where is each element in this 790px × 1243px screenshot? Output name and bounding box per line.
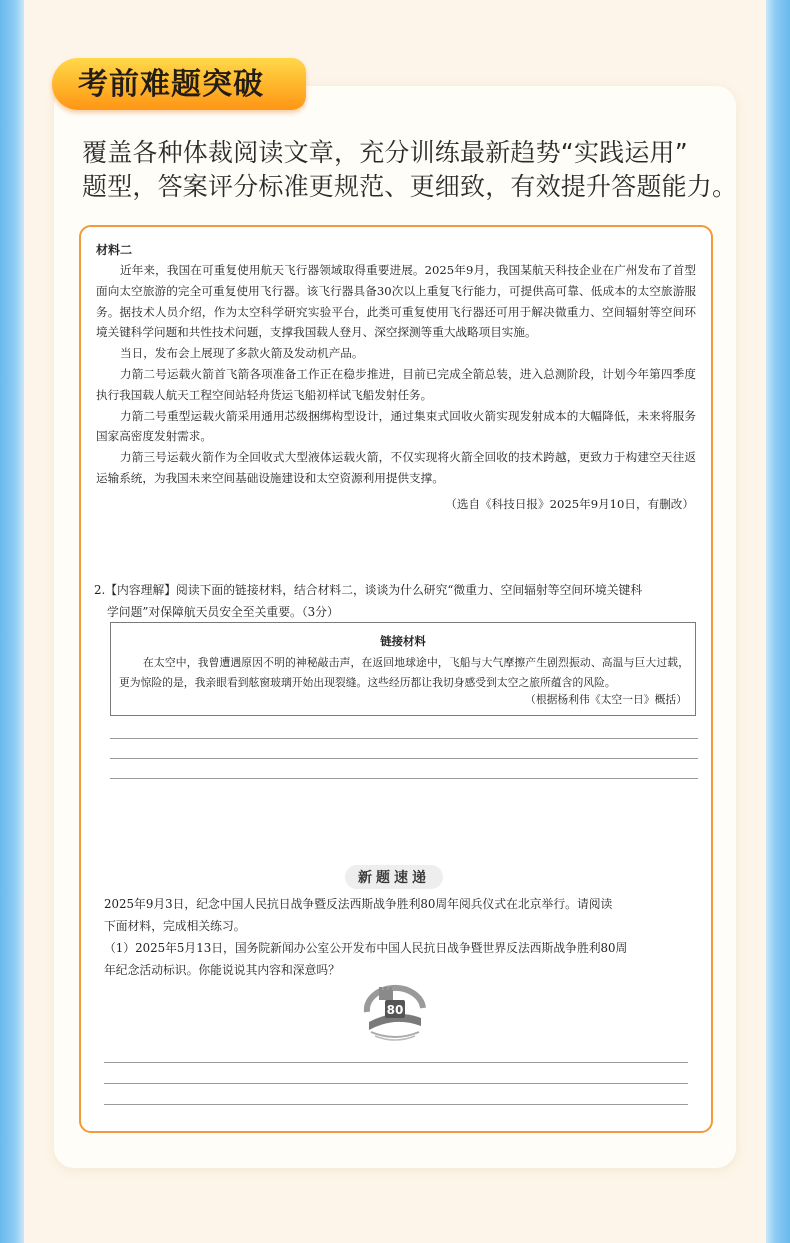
- intro-line-1: 覆盖各种体裁阅读文章，充分训练最新趋势“实践运用”: [82, 138, 688, 167]
- intro-text: [82, 136, 738, 204]
- anniversary-emblem-icon: [361, 982, 429, 1042]
- new-questions-title: 新题速递: [358, 870, 430, 886]
- material-source: （选自《科技日报》2025年9月10日，有删改）: [445, 497, 694, 511]
- answer-line[interactable]: [104, 1104, 688, 1105]
- link-material-paragraph: 在太空中，我曾遭遇原因不明的神秘敲击声，在返回地球途中，飞船与大气摩擦产生剧烈振动、高温与巨大过载，更为惊险的是，我亲眼看到舷窗玻璃开始出现裂缝。这些经历都让我切身感受到太空之旅所蕴含的风险。: [119, 656, 689, 689]
- question-2: [94, 579, 698, 623]
- answer-line[interactable]: [110, 778, 698, 779]
- answer-line[interactable]: [104, 1083, 688, 1084]
- material-body: [96, 260, 696, 489]
- new-questions-intro-1: 2025年9月3日，纪念中国人民抗日战争暨反法西斯战争胜利80周年阅兵仪式在北京举行。请阅读: [104, 897, 613, 911]
- new-questions-body: [104, 893, 694, 981]
- banner-title: 考前难题突破: [78, 67, 264, 102]
- new-questions-heading: [345, 865, 443, 889]
- material-paragraph: 近年来，我国在可重复使用航天飞行器领域取得重要进展。2025年9月，我国某航天科技企业在广州发布了首型面向太空旅游的完全可重复使用飞行器。该飞行器具备30次以上重复飞行能力，可提供高可靠、低成本的太空旅游服务。据技术人员介绍，作为太空科学研究实验平台，此类可重复使用飞行器还可用于解决微重力、空间辐射等空间环境关键科学问题和共性技术问题，支撑我国载人登月、深空探测等重大战略项目实施。: [96, 263, 696, 340]
- question-2-line-1: 2.【内容理解】阅读下面的链接材料，结合材料二，谈谈为什么研究“微重力、空间辐射等空间环境关键科: [94, 583, 643, 597]
- material-paragraph: 力箭二号重型运载火箭采用通用芯级捆绑构型设计，通过集束式回收火箭实现发射成本的大幅降低，未来将服务国家高密度发射需求。: [96, 408, 696, 444]
- question-2-line-2: 学问题”对保障航天员安全至关重要。（3分）: [107, 605, 339, 619]
- question-1-line-1: （1）2025年5月13日，国务院新闻办公室公开发布中国人民抗日战争暨世界反法西斯战争胜利80周: [104, 941, 628, 955]
- material-paragraph: 力箭二号运载火箭首飞箭各项准备工作正在稳步推进，目前已完成全箭总装，进入总测阶段，计划今年第四季度执行我国载人航天工程空间站轻舟货运飞船初样试飞船发射任务。: [96, 366, 696, 402]
- link-material-source: （根据杨利伟《太空一日》概括）: [525, 693, 687, 706]
- link-material-title: 链接材料: [380, 634, 426, 648]
- left-blue-border: [0, 0, 24, 1243]
- material-paragraph: 当日，发布会上展现了多款火箭及发动机产品。: [120, 346, 364, 361]
- link-material-box: [110, 622, 696, 716]
- link-material-text: [119, 653, 689, 693]
- new-questions-intro-2: 下面材料，完成相关练习。: [104, 919, 246, 933]
- right-blue-border: [766, 0, 790, 1243]
- material-title: 材料二: [96, 243, 133, 257]
- intro-line-2: 题型，答案评分标准更规范、更细致，有效提升答题能力。: [82, 172, 738, 201]
- answer-line[interactable]: [104, 1062, 688, 1063]
- emblem-number: 80: [386, 1003, 404, 1017]
- question-1-line-2: 年纪念活动标识。你能说说其内容和深意吗？: [104, 963, 340, 977]
- answer-line[interactable]: [110, 758, 698, 759]
- material-paragraph: 力箭三号运载火箭作为全回收式大型液体运载火箭，不仅实现将火箭全回收的技术跨越，更致力于构建空天往返运输系统，为我国未来空间基础设施建设和太空资源利用提供支撑。: [96, 450, 696, 485]
- answer-line[interactable]: [110, 738, 698, 739]
